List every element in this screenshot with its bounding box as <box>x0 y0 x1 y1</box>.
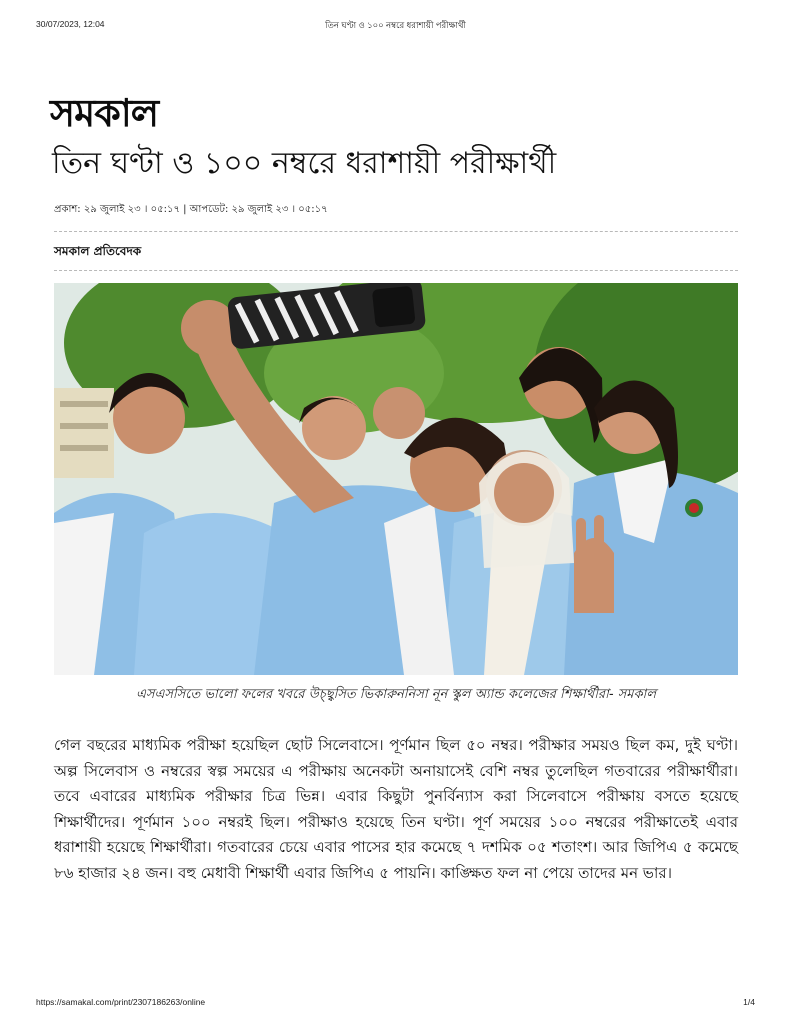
article-photo <box>54 283 738 675</box>
print-header <box>0 0 791 40</box>
article-body: গেল বছরের মাধ্যমিক পরীক্ষা হয়েছিল ছোট সিলেবাসে। পূর্ণমান ছিল ৫০ নম্বর। পরীক্ষার সময়ও ছিল কম, দুই ঘণ্টা। অল্প সিলেবাস ও নম্বরের স্বল্প সময়ের এ পরীক্ষায় অনেকটা অনায়াসেই বেশি নম্বর তুলেছিল গতবারের পরীক্ষার্থীরা। তবে এবারের মাধ্যমিক পরীক্ষার চিত্র ভিন্ন। এবার কিছুটা পুনর্বিন্যাস করা সিলেবাসে পরীক্ষায় বসতে হয়েছে শিক্ষার্থীদের। পূর্ণমান ১০০ নম্বরই ছিল। পরীক্ষাও হয়েছে তিন ঘণ্টা। পূর্ণ সময়ের ১০০ নম্বরের পরীক্ষাতেই এবার ধরাশায়ী হয়েছে শিক্ষার্থীরা। গতবারের চেয়ে এবার পাসের হার কমেছে ৭ দশমিক ০৫ শতাংশ। আর জিপিএ ৫ কমেছে ৮৬ হাজার ২৪ জন। বহু মেধাবী শিক্ষার্থী এবার জিপিএ ৫ পায়নি। কাঙ্ক্ষিত ফল না পেয়ে তাদের মন ভার। <box>54 736 738 882</box>
print-datetime: 30/07/2023, 12:04 <box>36 19 105 29</box>
divider <box>54 231 738 232</box>
masthead-logo: সমকাল <box>50 90 159 135</box>
photo-caption: এসএসসিতে ভালো ফলের খবরে উচ্ছ্বসিত ভিকারুননিসা নূন স্কুল অ্যান্ড কলেজের শিক্ষার্থীরা- সমকাল <box>135 687 657 702</box>
photo-illustration <box>54 283 738 675</box>
article-headline: তিন ঘণ্টা ও ১০০ নম্বরে ধরাশায়ী পরীক্ষার্থী <box>52 146 557 181</box>
divider <box>54 270 738 271</box>
print-doc-title: তিন ঘণ্টা ও ১০০ নম্বরে ধরাশায়ী পরীক্ষার্থী <box>325 20 466 30</box>
print-url: https://samakal.com/print/2307186263/online <box>36 997 206 1007</box>
publish-meta: প্রকাশ: ২৯ জুলাই ২৩ । ০৫:১৭ | আপডেট: ২৯ জুলাই ২৩ । ০৫:১৭ <box>54 204 328 215</box>
page-number: 1/4 <box>743 997 755 1007</box>
print-footer <box>0 984 791 1024</box>
byline: সমকাল প্রতিবেদক <box>54 244 142 258</box>
